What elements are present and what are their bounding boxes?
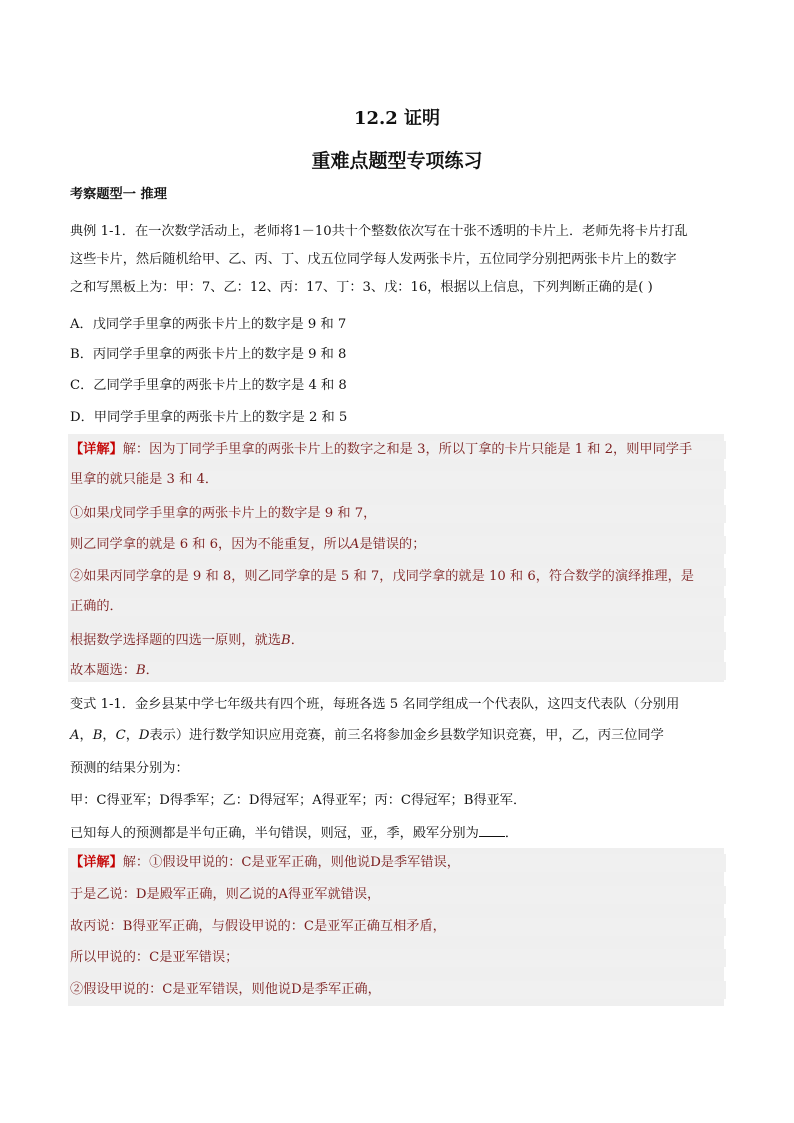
answer2-line-2: 于是乙说：D是殿军正确，则乙说的A得亚军就错误， [70, 886, 726, 904]
answer-tag: 【详解】 [70, 855, 123, 870]
answer2-line-1: 【详解】解：①假设甲说的：C是亚军正确，则他说D是季军错误， [70, 854, 726, 872]
document-title: 12.2 证明 [353, 108, 441, 129]
answer-blank [479, 824, 505, 837]
answer2-line-5: ②假设甲说的：C是亚军错误，则他说D是季军正确， [70, 981, 726, 999]
answer1-line-2: 里拿的就只能是 3 和 4． [70, 471, 726, 489]
variant-text-line-5: 已知每人的预测都是半句正确，半句错误，则冠，亚，季，殿军分别为 ． [70, 826, 518, 841]
option-b: B．丙同学手里拿的两张卡片上的数字是 9 和 8 [70, 347, 347, 362]
answer2-line-4: 所以甲说的：C是亚军错误； [70, 949, 726, 967]
answer1-line-8: 故本题选：B． [70, 662, 726, 680]
answer1-line-5: ②如果丙同学拿的是 9 和 8，则乙同学拿的是 5 和 7，戊同学拿的就是 10 和 6，符合数学的演绎推理，是 [70, 568, 726, 586]
variant-text-line-1: 变式 1-1．金乡县某中学七年级共有四个班，每班各选 5 名同学组成一个代表队，这四支代表队（分别用 [70, 697, 680, 712]
example-text-line-1: 典例 1-1．在一次数学活动上，老师将1－10共十个整数依次写在十张不透明的卡片上．老师先将卡片打乱 [70, 224, 688, 239]
document-subtitle: 重难点题型专项练习 [311, 150, 483, 172]
answer1-line-1: 【详解】解：因为丁同学手里拿的两张卡片上的数字之和是 3，所以丁拿的卡片只能是 1 和 2，则甲同学手 [70, 441, 726, 459]
answer1-line-4: 则乙同学拿的就是 6 和 6，因为不能重复，所以A是错误的； [70, 536, 726, 554]
variant-text-line-3: 预测的结果分别为： [70, 761, 189, 776]
option-a: A．戊同学手里拿的两张卡片上的数字是 9 和 7 [70, 317, 347, 332]
variant-text-line-4: 甲：C得亚军；D得季军；乙：D得冠军；A得亚军；丙：C得冠军；B得亚军． [70, 793, 527, 808]
option-d: D．甲同学手里拿的两张卡片上的数字是 2 和 5 [70, 410, 348, 425]
example-text-line-2: 这些卡片，然后随机给甲、乙、丙、丁、戊五位同学每人发两张卡片，五位同学分别把两张卡片上的数字 [70, 252, 677, 267]
section-heading: 考察题型一 推理 [70, 187, 167, 202]
answer1-line-7: 根据数学选择题的四选一原则，就选B． [70, 632, 726, 650]
answer1-line-3: ①如果戊同学手里拿的两张卡片上的数字是 9 和 7， [70, 505, 726, 523]
option-c: C．乙同学手里拿的两张卡片上的数字是 4 和 8 [70, 378, 347, 393]
example-text-line-3: 之和写黑板上为：甲：7、乙：12、丙：17、丁：3、戊：16，根据以上信息，下列判断正确的是( ) [70, 280, 653, 295]
answer-tag: 【详解】 [70, 442, 123, 457]
answer2-line-3: 故丙说：B得亚军正确，与假设甲说的：C是亚军正确互相矛盾， [70, 918, 726, 936]
answer1-line-6: 正确的． [70, 598, 726, 616]
variant-text-line-2: A，B，C，D表示）进行数学知识应用竞赛，前三名将参加金乡县数学知识竞赛，甲，乙，丙三位同学 [70, 728, 664, 743]
